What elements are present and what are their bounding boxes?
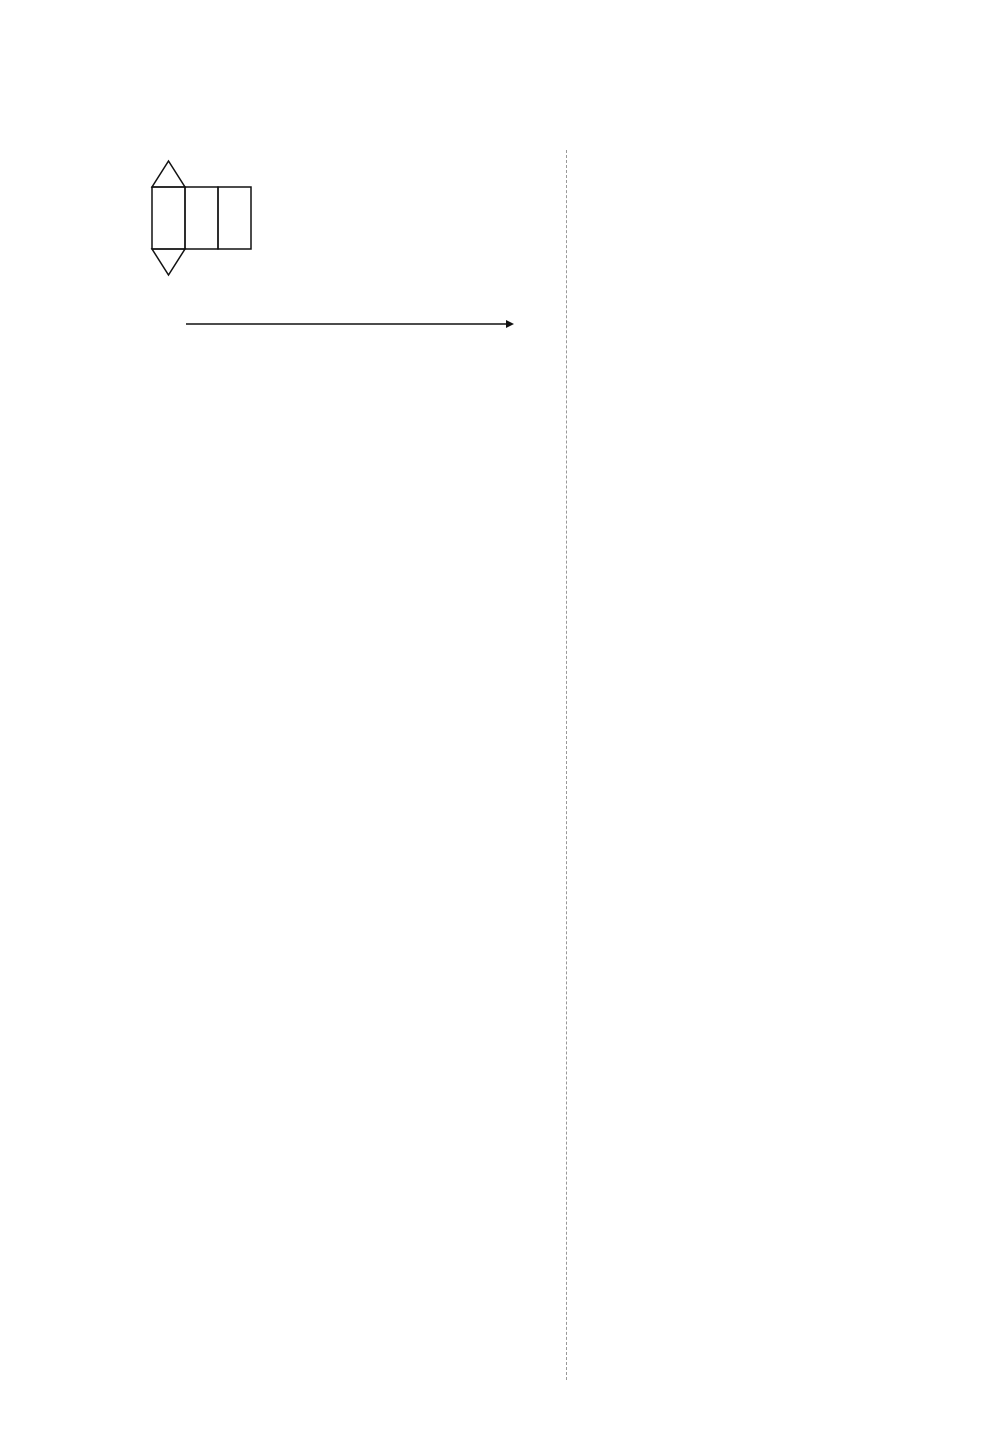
triangular-prism-net-diagram (150, 159, 254, 277)
q22-net-row (144, 158, 564, 278)
number-line-diagram (184, 290, 514, 350)
right-column (570, 150, 994, 156)
column-divider (566, 150, 567, 1380)
watermark-logo (826, 1398, 996, 1452)
left-column (144, 150, 564, 364)
